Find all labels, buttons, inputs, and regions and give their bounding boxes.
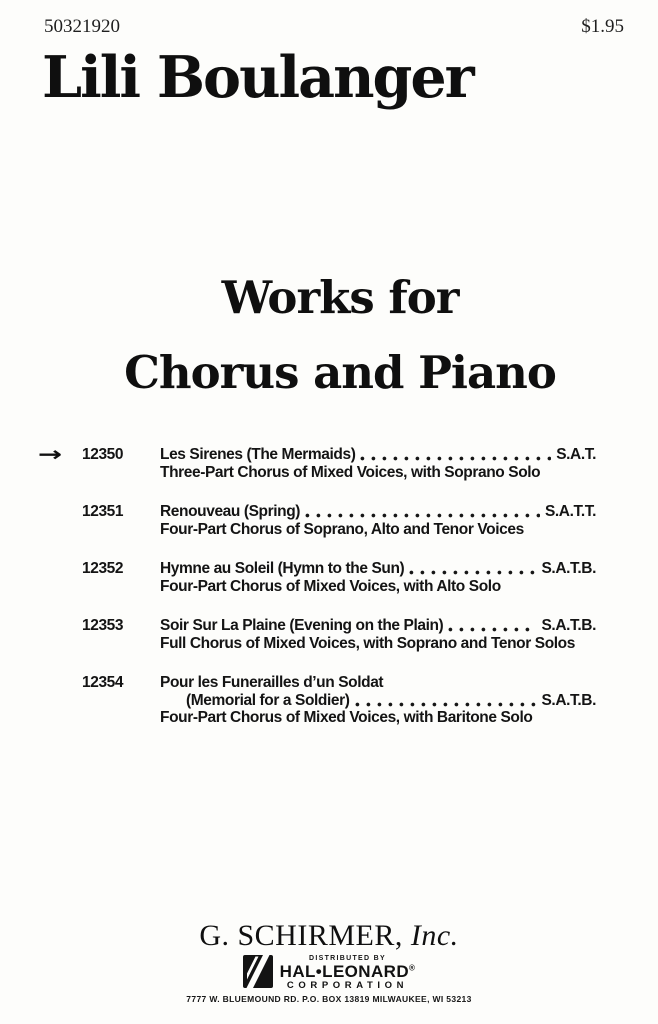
- dot-leader: [360, 446, 551, 463]
- distributor-address: 7777 W. BLUEMOUND RD. P.O. BOX 13819 MILWAUKEE, WI 53213: [186, 994, 472, 1004]
- work-detail: [160, 674, 596, 727]
- work-voicing: S.A.T.: [556, 446, 596, 463]
- work-description: Four-Part Chorus of Soprano, Alto and Tenor Voices: [160, 520, 524, 538]
- collection-title: [0, 260, 658, 410]
- composer-title: Lili Boulanger: [42, 44, 473, 111]
- hal-leonard-logo-icon: [243, 955, 273, 988]
- work-title-line: [160, 692, 596, 710]
- collection-title-line2: Chorus and Piano: [124, 346, 556, 399]
- work-catalog-number: 12351: [82, 503, 124, 520]
- dot-leader: [305, 503, 540, 520]
- work-detail: [160, 503, 596, 538]
- work-catalog-number: 12350: [82, 446, 124, 463]
- work-title: Hymne au Soleil (Hymn to the Sun): [160, 560, 405, 577]
- dot-leader: [355, 692, 537, 709]
- work-item-12354: [38, 674, 596, 727]
- publisher-name-suffix: Inc.: [410, 919, 459, 952]
- plate-number: 50321920: [44, 16, 120, 37]
- dot-leader: [409, 560, 536, 577]
- publisher-block: [0, 920, 658, 1004]
- work-item-12353: [38, 617, 596, 652]
- registered-mark: ®: [409, 963, 416, 973]
- publisher-name-main: G. SCHIRMER,: [199, 919, 403, 952]
- work-catalog-number: 12352: [82, 560, 124, 577]
- work-description: Four-Part Chorus of Mixed Voices, with Alto Solo: [160, 577, 501, 595]
- distributor-brand: HAL•LEONARD: [279, 962, 410, 981]
- work-title-line: [160, 617, 596, 635]
- work-voicing: S.A.T.B.: [541, 691, 596, 709]
- distributor-subname: CORPORATION: [286, 980, 409, 991]
- work-item-12352: [38, 560, 596, 595]
- work-item-12350: [38, 442, 596, 481]
- top-bar: [0, 0, 658, 38]
- work-title: Soir Sur La Plaine (Evening on the Plain): [160, 617, 444, 634]
- work-item-12351: [38, 503, 596, 538]
- work-pretitle: Pour les Funerailles d’un Soldat: [160, 674, 384, 691]
- work-detail: [160, 617, 596, 652]
- work-description: Three-Part Chorus of Mixed Voices, with Soprano Solo: [160, 463, 541, 481]
- work-voicing: S.A.T.T.: [544, 503, 596, 520]
- work-detail: [160, 446, 596, 481]
- work-detail: [160, 560, 596, 595]
- work-title-line: [160, 446, 596, 464]
- work-title-line: [160, 503, 596, 521]
- arrow-spacer: [38, 503, 102, 538]
- distributor-block: [243, 954, 416, 991]
- works-list: [0, 442, 658, 727]
- distributor-text: [280, 954, 416, 991]
- collection-title-line1: Works for: [221, 271, 459, 324]
- dot-leader: [448, 617, 536, 634]
- work-voicing: S.A.T.B.: [541, 617, 596, 634]
- work-description: Full Chorus of Mixed Voices, with Soprano and Tenor Solos: [160, 634, 575, 652]
- publisher-name: [0, 920, 658, 952]
- work-catalog-number: 12353: [82, 617, 124, 634]
- work-description: Four-Part Chorus of Mixed Voices, with Baritone Solo: [160, 709, 533, 726]
- work-catalog-number: 12354: [82, 674, 124, 691]
- price: $1.95: [581, 16, 624, 37]
- work-title: (Memorial for a Soldier): [186, 691, 350, 709]
- work-title: Renouveau (Spring): [160, 503, 301, 520]
- arrow-spacer: [38, 617, 102, 652]
- work-voicing: S.A.T.B.: [541, 560, 596, 577]
- selection-arrow-icon: →: [38, 442, 62, 466]
- distributor-name: [280, 964, 416, 980]
- distributed-by-label: DISTRIBUTED BY: [309, 955, 386, 962]
- arrow-spacer: [38, 560, 102, 595]
- arrow-spacer: [38, 674, 102, 727]
- work-title-line: [160, 560, 596, 578]
- work-title: Les Sirenes (The Mermaids): [160, 446, 356, 463]
